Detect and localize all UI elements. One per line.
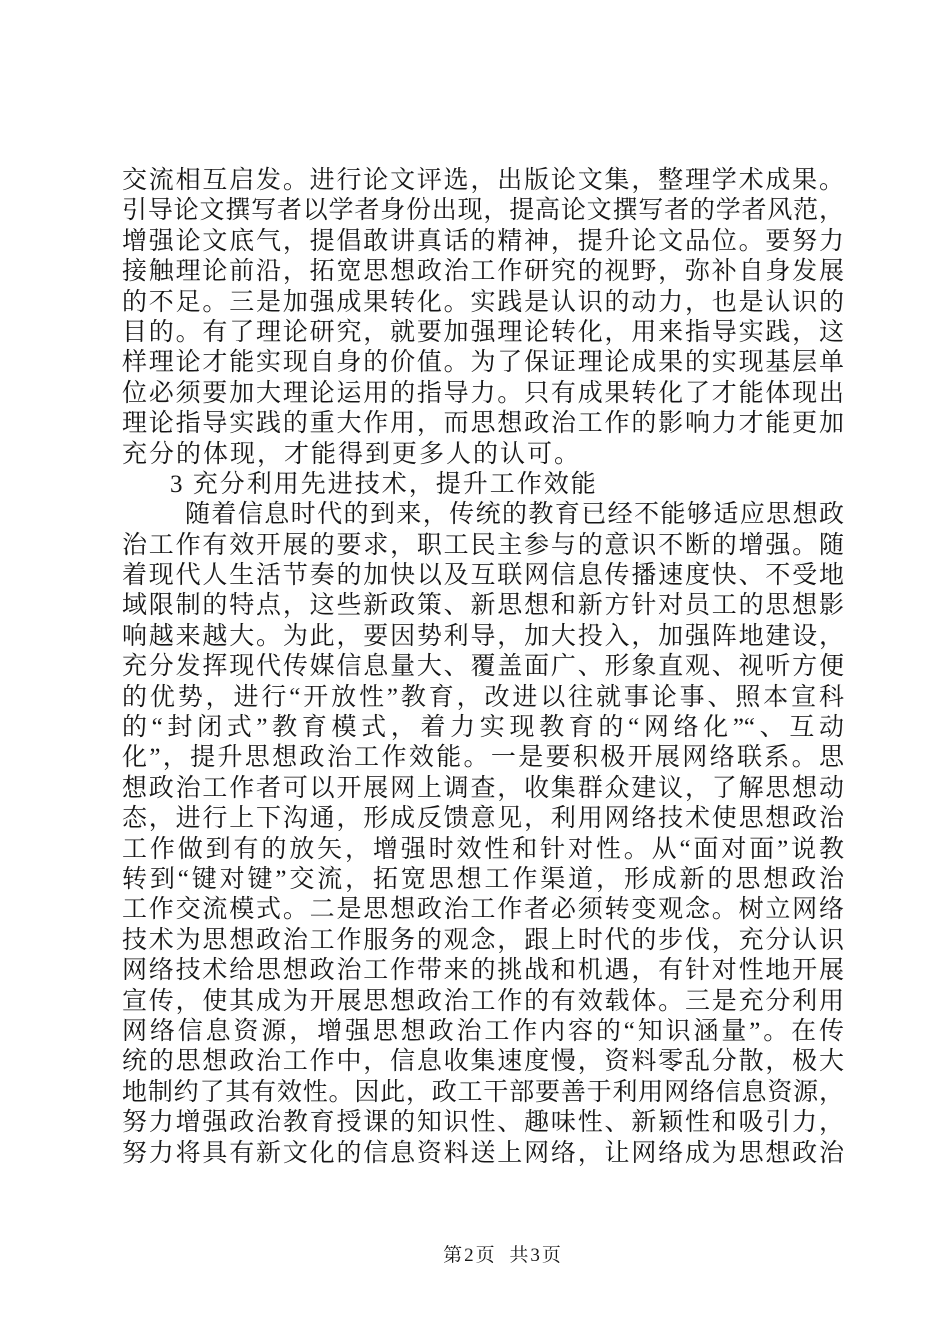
text-line: 的不足。三是加强成果转化。实践是认识的动力，也是认识的 [122, 288, 844, 316]
text-line: 随着信息时代的到来，传统的教育已经不能够适应思想政 [185, 501, 844, 529]
text-line: 化”，提升思想政治工作效能。一是要积极开展网络联系。思 [122, 744, 844, 772]
text-line: 转到“键对键”交流，拓宽思想工作渠道，形成新的思想政治 [122, 865, 844, 893]
text-line: 位必须要加大理论运用的指导力。只有成果转化了才能体现出 [122, 379, 844, 407]
text-line: 的优势，进行“开放性”教育，改进以往就事论事、照本宣科 [122, 683, 844, 711]
text-line: 工作交流模式。二是思想政治工作者必须转变观念。树立网络 [122, 896, 844, 924]
text-line: 地制约了其有效性。因此，政工干部要善于利用网络信息资源， [122, 1078, 844, 1106]
text-line: 充分发挥现代传媒信息量大、覆盖面广、形象直观、视听方便 [122, 653, 844, 681]
text-line: 统的思想政治工作中，信息收集速度慢，资料零乱分散，极大 [122, 1048, 844, 1076]
text-line: 充分的体现，才能得到更多人的认可。 [122, 440, 582, 468]
text-line: 宣传，使其成为开展思想政治工作的有效载体。三是充分利用 [122, 987, 844, 1015]
text-line: 的“封闭式”教育模式，着力实现教育的“网络化”“、互动 [122, 714, 844, 742]
text-line: 交流相互启发。进行论文评选，出版论文集，整理学术成果。 [122, 167, 844, 194]
text-line: 努力增强政治教育授课的知识性、趣味性、新颖性和吸引力， [122, 1109, 844, 1137]
text-line: 域限制的特点，这些新政策、新思想和新方针对员工的思想影 [122, 592, 844, 620]
text-line: 努力将具有新文化的信息资料送上网络，让网络成为思想政治 [122, 1139, 844, 1167]
page-footer [0, 1240, 950, 1267]
text-line: 响越来越大。为此，要因势利导，加大投入，加强阵地建设， [122, 622, 844, 650]
text-line: 样理论才能实现自身的价值。为了保证理论成果的实现基层单 [122, 349, 844, 377]
text-line: 接触理论前沿，拓宽思想政治工作研究的视野，弥补自身发展 [122, 258, 844, 286]
text-line: 想政治工作者可以开展网上调查，收集群众建议，了解思想动 [122, 774, 844, 802]
document-body-text [122, 166, 844, 1169]
text-line: 增强论文底气，提倡敢讲真话的精神，提升论文品位。要努力 [122, 227, 844, 255]
text-line: 理论指导实践的重大作用，而思想政治工作的影响力才能更加 [122, 410, 844, 438]
text-line: 工作做到有的放矢，增强时效性和针对性。从“面对面”说教 [122, 835, 844, 863]
text-line: 态，进行上下沟通，形成反馈意见，利用网络技术使思想政治 [122, 805, 844, 833]
text-line: 着现代人生活节奏的加快以及互联网信息传播速度快、不受地 [122, 562, 844, 590]
text-line: 目的。有了理论研究，就要加强理论转化，用来指导实践，这 [122, 318, 844, 346]
text-line: 网络信息资源，增强思想政治工作内容的“知识涵量”。在传 [122, 1017, 844, 1045]
text-line: 网络技术给思想政治工作带来的挑战和机遇，有针对性地开展 [122, 957, 844, 985]
page-number-label: 第2页 共3页 [443, 1245, 563, 1266]
text-line: 引导论文撰写者以学者身份出现，提高论文撰写者的学者风范， [122, 197, 844, 225]
text-line: 技术为思想政治工作服务的观念，跟上时代的步伐，充分认识 [122, 926, 844, 954]
text-line: 治工作有效开展的要求，职工民主参与的意识不断的增强。随 [122, 531, 844, 559]
text-line: 3 充分利用先进技术，提升工作效能 [170, 470, 598, 498]
